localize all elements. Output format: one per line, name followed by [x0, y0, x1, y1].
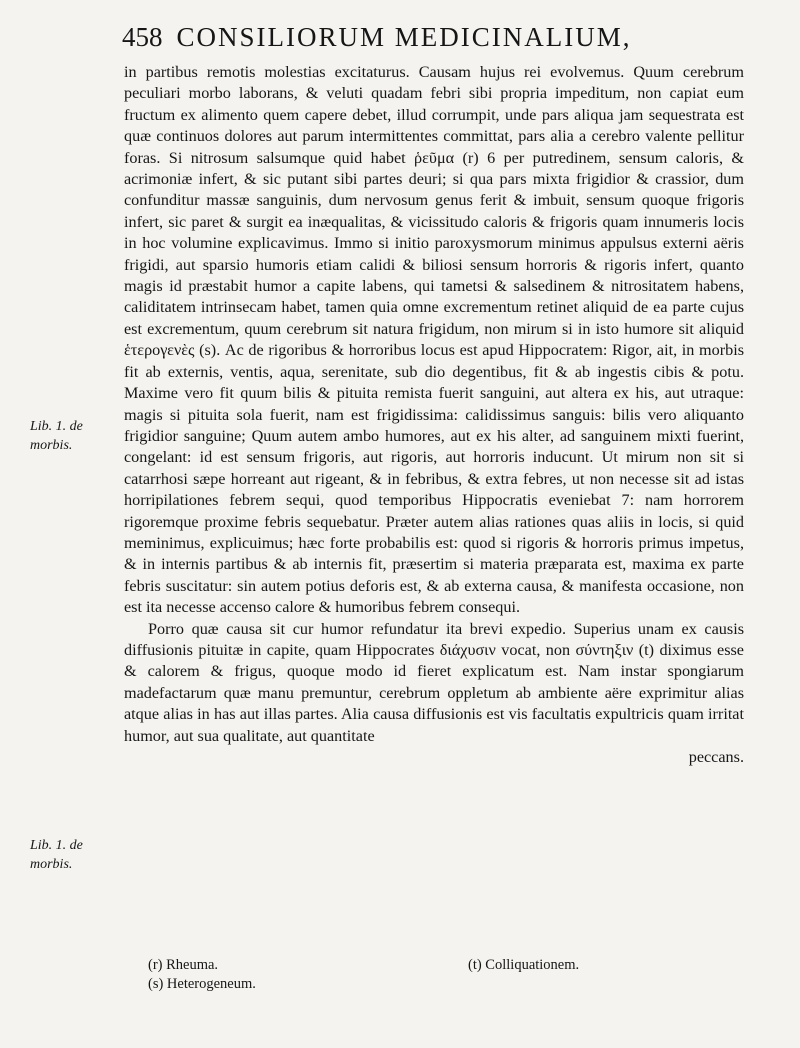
footnote: (r) Rheuma. — [148, 957, 219, 973]
margin-note: Lib. 1. de morbis. — [30, 419, 83, 453]
margin-note: Lib. 1. de morbis. — [30, 838, 83, 872]
running-title: CONSILIORUM MEDICINALIUM, — [176, 22, 632, 52]
footnote: (s) Heterogeneum. — [148, 976, 256, 992]
footnotes-right — [468, 956, 579, 975]
footnote: (t) Colliquationem. — [468, 957, 580, 973]
paragraph-end: peccans. — [688, 748, 744, 766]
page-number: 458 — [122, 22, 163, 52]
paragraph: Porro quæ causa sit cur humor refundatur ita brevi expedio. Superius unam ex causis diffusionis pituitæ in capite, quam Hippocrates διάχυσιν vocat, non σύντηξιν (t) diximus esse & calorem & frigus, quoque modo id fieret explicatum est. Nam instar spongiarum madefactarum quæ manu premuntur, cerebrum oppletum ab ambiente aëre exprimitur alias atque alias in has aut illas partes. Alia causa diffusionis est vis facultatis expultricis quam irritat humor, aut sua qualitate, aut quantitate — [124, 619, 744, 745]
main-text — [124, 62, 744, 768]
running-header — [122, 22, 682, 53]
paragraph: in partibus remotis molestias excitaturus. Causam hujus rei evolvemus. Quum cerebrum peculiari morbo laborans, & veluti quadam febri sibi propria impeditum, non capiat eum fructum ex alimento quem capere debet, illud corrumpit, unde pars aliqua jam sequestrata est quæ continuos dolores aut parum intermittentes committat, pars alia a cerebro valente pellitur foras. Si nitrosum salsumque quid habet ῥεῦμα (r) 6 per putredinem, sensum caloris, & acrimoniæ infert, & sic putant sibi partes deuri; si qua pars mixta frigidior & crassior, dum confunditur massæ sanguinis, dum nervosum genus ferit & imbuit, sensum quoque frigoris infert, sic paret & surgit ea inæqualitas, & vicissitudo caloris & frigoris quam innumeris locis in hoc volumine explicavimus. Immo si initio paroxysmorum minimus appulsus externi aëris frigidi, aut sparsio humoris etiam calidi & biliosi sensum horroris & rigoris infert, quanto magis id præstabit humor a capite labens, qui tametsi & salsedinem & nitrositatem habens, caliditatem intrinsecam habet, tamen quia omne excrementum retinet aliquid de ea parte cujus est excrementum, quum cerebrum sit natura frigidum, non mirum si in isto humore sit aliquid ἑτερογενὲς (s). Ac de rigoribus & horroribus locus est apud Hippocratem: Rigor, ait, in morbis fit ab externis, ventis, aqua, serenitate, sub dio degentibus, fit & ab ingestis cibis & potu. Maxime vero fit quum bilis & pituita remista fuerit sanguini, aut altera ex his, aut utraque: magis si pituita sola fuerit, nam est frigidissima: calidissimus sanguis: bilis vero aliquanto frigidior sanguine; Quum autem ambo humores, aut ex his alter, ad sanguinem mixti fuerint, congelant: id est sensum frigoris, aut rigoris, aut horroris inducunt. Ut mirum non sit si catarrhosi sæpe horreant aut rigeant, & in febribus, & extra febres, ut non necesse sit ad istas horripilationes febrem sequi, quod temporibus Hippocratis eveniebat 7: nam horrorem rigoremque proxime febris sequebatur. Præter autem alias rationes quas aliis in locis, si quid meminimus, explicuimus; hæc forte probabilis est: quod si rigoris & horroris primus impetus, & in internis partibus & ab internis fit, præsertim si materia præparata est, maxima ex parte febris suscitatur: sin autem potius deforis est, & ab externa causa, & manifesta occasione, non est ita necesse accenso calore & humoribus febrem consequi. — [124, 63, 744, 617]
footnotes-left — [148, 956, 256, 994]
